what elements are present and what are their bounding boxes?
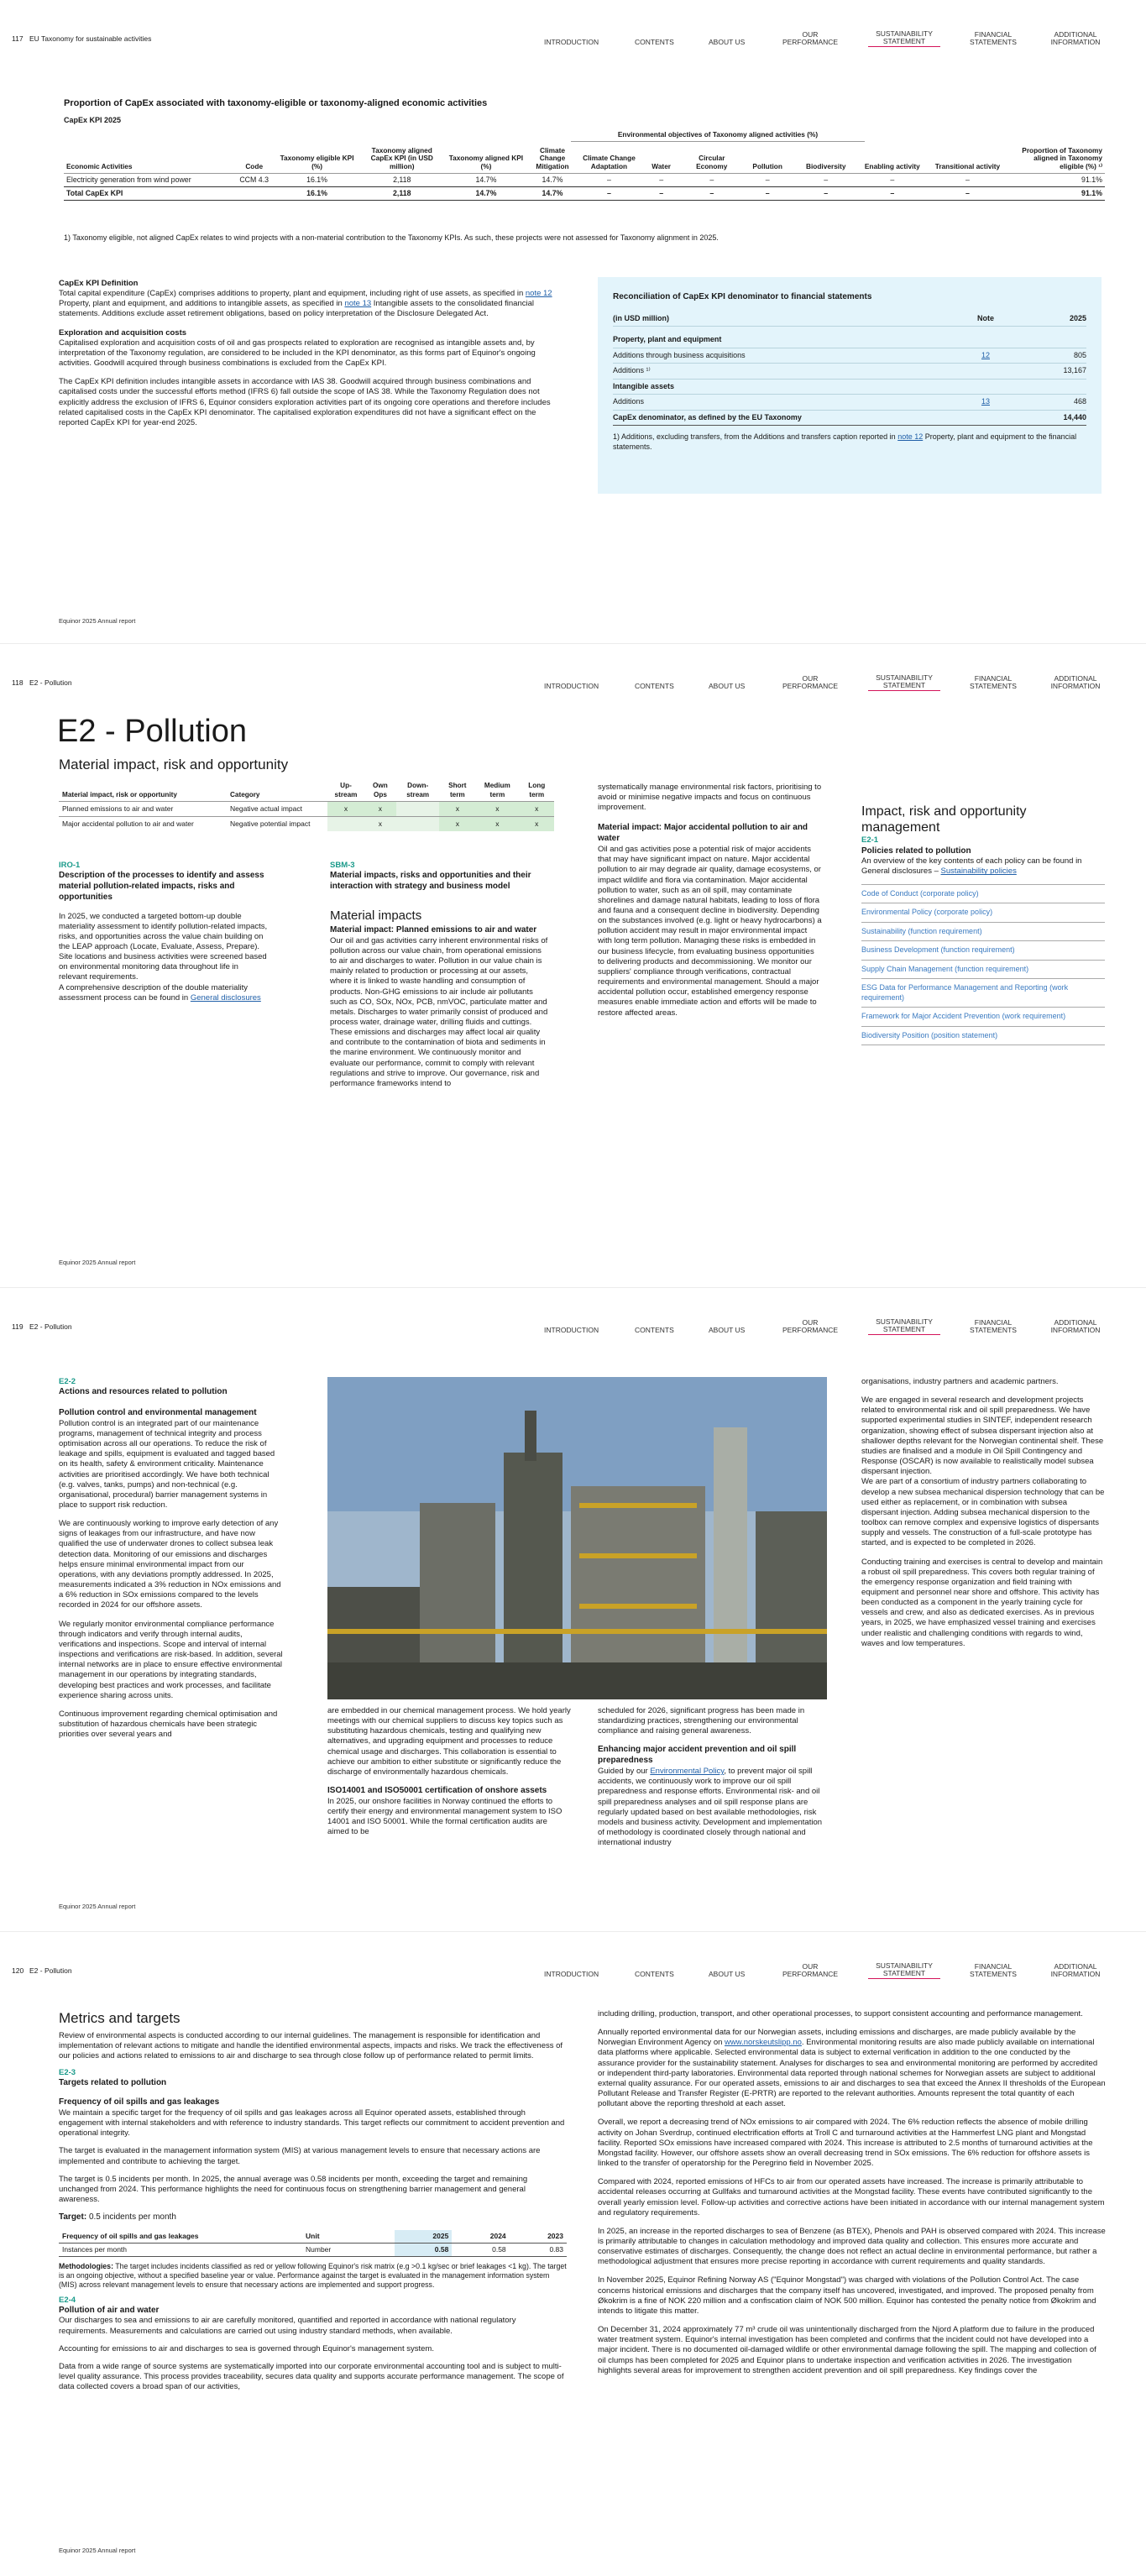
nav-sustainability-statement[interactable]: SUSTAINABILITY STATEMENT [868,1312,940,1335]
definition-title: CapEx KPI Definition [59,279,139,288]
text: 1) Additions, excluding transfers, from the Additions and transfers caption reported in [613,432,898,442]
methodologies-label: Methodologies: [59,2261,113,2270]
text: Accounting for emissions to air and discharges to sea is governed through Equinor's management system. [59,2343,434,2353]
cell: 468 [1019,395,1086,411]
environmental-policy-link[interactable]: Environmental Policy [650,1767,725,1777]
nav-our-performance[interactable]: OUR PERFORMANCE [782,673,839,691]
col-header: Up-stream [334,782,358,798]
text: In November 2025, Equinor Refining Norway AS ("Equinor Mongstad") was charged with violations of the Pollution Control Act. The case concerns historical emissions and discharges that the company itself has uncovered, investigated, and improved. The proposed penalty from Økokrim is a fine of NOK 220 million and a confiscation claim of NOK 500 million. Equinor has contested the penalty notice from Økokrim and intends to litigate this matter. [598,2275,1096,2316]
page-number: 118 [12,678,24,687]
section-title: EU Taxonomy for sustainable activities [29,34,152,43]
col-circular: Circular Economy [696,154,728,170]
impact-1-text: Our oil and gas activities carry inherent environmental risks of pollution across our value chain, from operational emissions to air and discharges to water. Pollution in our value chain is mainly related to production or processing at our assets, where it is linked to waste handling and consumption of products. Non-GHG emissions to air include air pollutants such as CO, SOx, NOx, PCB, nmVOC, particulate matter and metals. Discharges to water primarily consist of produced and process water, drainage water, drilling fluids and cuttings. These emissions and discharges may affect local air quality and contribute to the contamination of biota and sediments in the marine environment. We continuously monitor and evaluate our performance, commit to comply with relevant regulations and strive to improve. Our governance, risk and performance frameworks intend to [330,935,548,1088]
page-number: 120 [12,1966,24,1975]
cell [232,186,276,200]
footer: Equinor 2025 Annual report [59,1903,136,1910]
reconciliation-title: Reconciliation of CapEx KPI denominator to financial statements [613,292,872,301]
cell: 805 [1019,348,1086,364]
col-header: Down-stream [406,782,430,798]
actions-title: Actions and resources related to pollution [59,1387,228,1397]
cell: Additions through business acquisitions [613,348,952,364]
text: Property, plant and equipment, and additions to intangible assets, as specified in [59,299,345,309]
cell: 16.1% [276,173,358,186]
note-12-link[interactable]: note 12 [525,289,552,299]
iro-text: In 2025, we conducted a targeted bottom-up double materiality assessment to identify pollution-related impacts, risks, and opportunities across the value chain building on the LEAP approach (Locate, Evaluate, Assess, Prepare). Site locations and business activities were screened based on environmental monitoring data throughout life in relevant requirements. [59,911,268,982]
tag-e2-2: E2-2 [59,1377,76,1386]
text: Compared with 2024, reported emissions of HFCs to air from our operated assets have increased. The increase is primarily attributable to accidental releases occurring at Gullfaks and turnaround activities at the Mongstad facility. These events have contributed significantly to the overall yearly emission level. Follow-up activities and corrective actions have been initiated in accordance with our internal management system and regulatory requirements. [598,2177,1105,2217]
cell: Planned emissions to air and water [59,802,227,817]
section-title: E2 - Pollution [29,678,72,687]
table-row [59,802,554,817]
nav-sustainability-statement[interactable]: SUSTAINABILITY STATEMENT [868,668,940,691]
cell: Major accidental pollution to air and water [59,816,227,830]
col-header: Medium term [484,782,510,798]
nav-introduction[interactable]: INTRODUCTION [544,1326,599,1335]
accidental-pollution-block [598,783,823,1018]
text: A comprehensive description of the double materiality assessment process can be found in [59,982,248,1003]
col-header: Short term [448,782,467,798]
nav-additional-information[interactable]: ADDITIONAL INFORMATION [1050,1317,1101,1335]
cell: – [928,186,1007,200]
text: We are continuously working to improve early detection of any signs of leakages from our infrastructure, and have now qualified the use of underwater drones to collect subsea leak detection data. Monitoring of our emissions and discharges helps ensure minimal environmental impact from our operations, with any deviations promptly addressed. In 2025, measurements indicated a 3% reduction in NOx emissions and a 6% reduction in SOx emissions compared to the levels recorded in 2024 for our offshore assets. [59,1519,281,1610]
cell: 91.1% [1007,186,1105,200]
nav-additional-information[interactable]: ADDITIONAL INFORMATION [1050,1961,1101,1979]
col-proportion: Proportion of Taxonomy aligned in Taxonomy eligible (%) ¹⁾ [1022,145,1102,170]
cell: x [327,802,364,817]
text: , to prevent major oil spill accidents, we continuously work to improve our oil spill preparedness and response efforts. Environmental risk- and oil spill preparedness analyses and oil spill response plans are regularly updated based on best available methodologies, risk models and business activity. Development and implementation of methodology is coordinated closely through national and international industry [598,1767,823,1848]
text: In 2025, an increase in the reported discharges to sea of Benzene (as BTEX), Phenols and PAH is observed compared with 2024. This increase is primarily attributable to changes in calculation methodology and improved data quality and collection. This ensures more accurate and conservative estimates of discharges. Consequently, the change does not reflect an actual decline in environmental performance, but rather a methodological adjustment that ensures more precise reporting in accordance with current requirements and quality standards. [598,2226,1106,2267]
reconciliation-table [613,312,1086,427]
cell: 0.83 [510,2243,567,2256]
text: including drilling, production, transport, and other operational processes, to support consistent accounting and performance management. [598,2009,1083,2018]
nav-our-performance[interactable]: OUR PERFORMANCE [782,1317,839,1335]
col-eligible-kpi: Taxonomy eligible KPI (%) [280,154,354,170]
text: Total capital expenditure (CapEx) comprises additions to property, plant and equipment, including right of use assets, as specified in [59,289,526,299]
cell: Total CapEx KPI [64,186,232,200]
target-label: Target: [59,2212,87,2223]
cell: – [795,173,857,186]
cell: x [439,802,475,817]
policy-link[interactable]: ESG Data for Performance Management and Reporting (work requirement) [861,978,1105,1007]
text: We regularly monitor environmental compliance performance through indicators and verify through internal audits, verifications and inspections. Scope and interval of internal inspections and verifications are risk-based. In addition, several internal networks are in place to ensure effective environmental management in our operations by integrating standards, developing best practices and work processes, and facilitate experience sharing across units. [59,1619,283,1700]
target-value: 0.5 incidents per month [88,2212,176,2223]
page-number: 119 [12,1322,24,1331]
general-disclosures-link[interactable]: General disclosures [190,992,261,1003]
col-aligned-kpi: Taxonomy aligned KPI (%) [448,154,524,170]
cell: Number [302,2243,395,2256]
cell: Instances per month [59,2243,302,2256]
cell: x [520,816,554,830]
sub-heading: Material impact, risk and opportunity [59,757,289,772]
reconciliation-box [598,277,1102,494]
cell: – [857,173,928,186]
tag-iro-1: IRO-1 [59,861,81,870]
tag-sbm-3: SBM-3 [330,861,355,870]
text: Guided by our [598,1767,651,1777]
year-header: 2025 [1069,313,1086,322]
cell: CapEx denominator, as defined by the EU Taxonomy [613,410,952,426]
text: Continuous improvement regarding chemical optimisation and substitution of hazardous chemicals have been strategic priorities over several years and [59,1709,278,1740]
cell: – [683,173,740,186]
nav-our-performance[interactable]: OUR PERFORMANCE [782,29,839,47]
text: Data from a wide range of source systems are systematically imported into our corporate environmental accounting tool and is subject to multi-level quality assurance. This process provides traceability, secures data quality and supports accurate performance management. The scope of data collected covers a broad span of our activities, [59,2361,564,2392]
cell: x [475,802,519,817]
sbm-3-block [330,861,550,1089]
cell: – [639,173,683,186]
research-block [861,1377,1105,1649]
ppe-label: Property, plant and equipment [613,327,1086,348]
table-row [64,173,1105,186]
col-header: Long term [528,782,546,798]
metrics-right-column [598,2009,1106,2376]
page-118 [0,644,1146,1288]
text: We are engaged in several research and development projects related to environmental risk and oil spill preparedness. We have supported experimental studies in SINTEF, independent research organization, showing effect of subsea dispersant injection also at shallower depths relevant for the Norwegian continental shelf. These studies are finalised and a module in Oil Spill Contingency and Response (OSCAR) is now available to realistically model subsea dispersant injection. [861,1395,1104,1477]
impact-2-text: Oil and gas activities pose a potential risk of major accidents that may have significant impact on nature. Major accidental pollution to air may degrade air quality, damage ecosystems, or impact wildlife and flora via contamination. Major accidental pollution to water, such as an oil spill, may contaminate shorelines and damage natural habitats, leading to loss of flora and fauna and a consequent decline in biodiversity. Depending on the substances involved (e.g. light or heavy hydrocarbons) a pollution accident may result in major environmental impact with long term pollution. Managing these risks is embedded in our business lifecycle, from evaluating business opportunities to delivering products and decommissioning. We monitor our suppliers' compliance through verifications, contractual requirements and environmental management. Should a major accidental pollution occur, established emergency response measures enable immediate action and efforts will be made to restore affected areas. [598,845,822,1018]
nav-introduction[interactable]: INTRODUCTION [544,1970,599,1979]
cell: 0.58 [452,2243,509,2256]
intangible-label: Intangible assets [613,379,1086,395]
section-title: E2 - Pollution [29,1966,72,1975]
page-header [0,668,1146,691]
tag-e2-4: E2-4 [59,2295,76,2305]
nav-sustainability-statement[interactable]: SUSTAINABILITY STATEMENT [868,24,940,47]
cell: Negative potential impact [227,816,327,830]
policy-link[interactable]: Sustainability (function requirement) [861,922,1105,941]
cell: – [639,186,683,200]
materiality-table [59,780,554,831]
nav-contents[interactable]: CONTENTS [635,682,674,691]
col-header: Category [230,790,260,798]
unit-label: (in USD million) [613,313,669,322]
chemicals-block [327,1706,571,1838]
policies-sidebar [861,804,1105,1045]
nav-about-us[interactable]: ABOUT US [709,38,746,47]
cell: Additions [613,395,952,411]
pollution-air-water-title: Pollution of air and water [59,2305,160,2315]
table-footnote: 1) Taxonomy eligible, not aligned CapEx relates to wind projects with a non-material contribution to the Taxonomy KPIs. As such, these projects were not assessed for Taxonomy alignment in 2025. [64,233,719,242]
kpi-table [59,2230,567,2257]
nav-financial-statements[interactable]: FINANCIAL STATEMENTS [970,29,1017,47]
cell: Additions ¹⁾ [613,364,952,380]
text: An overview of the key contents of each policy can be found in General disclosures – [861,856,1082,877]
cell: x [520,802,554,817]
col-adaptation: Climate Change Adaptation [583,154,636,170]
iso-title: ISO14001 and ISO50001 certification of onshore assets [327,1786,547,1796]
capex-table [64,133,1105,201]
cell: Electricity generation from wind power [64,173,232,186]
nav-introduction[interactable]: INTRODUCTION [544,38,599,47]
nav-contents[interactable]: CONTENTS [635,1326,674,1335]
cell: – [928,173,1007,186]
nav-introduction[interactable]: INTRODUCTION [544,682,599,691]
note-header: Note [977,313,994,322]
impact-1-title: Material impact: Planned emissions to air and water [330,924,537,935]
col-code: Code [245,161,264,170]
refinery-illustration [327,1377,827,1699]
continuation-text: systematically manage environmental risk factors, prioritising to avoid or minimise negative impacts and focus on continuous improvement. [598,783,822,813]
frequency-title: Frequency of oil spills and gas leakages [59,2097,220,2107]
pollution-control-title: Pollution control and environmental management [59,1407,257,1417]
text: Review of environmental aspects is conducted according to our internal guidelines. The management is responsible for identification and implementation of relevant actions to mitigate and handle the identified environmental aspects, impacts and risks. We track the effectiveness of our policies and actions related to emissions to air and discharge to sea through close follow up of performance related to permit limits. [59,2030,563,2061]
text: Property, plant and equipment to the financial statements. [613,432,1077,451]
text: We are part of a consortium of industry partners collaborating to develop a new subsea mechanical dispersion technology that can be used either as replacement, or in combination with subsea dispersant injection. Adding subsea mechanical dispersion to the toolbox can remove complex and expensive logistics of dispersants supply and vessels. The construction of a full-scale prototype has started, and is expected to be completed in 2026. [861,1477,1105,1548]
material-impacts-heading: Material impacts [330,908,422,923]
text: The target includes incidents classified as red or yellow following Equinor's risk matrix (e.g >0.1 kg/sec or brief leakages <1 kg). The target is an ongoing objective, without a specified baseline year or value. Performance against the target is evaluated in the management information system (MIS) across relevant management levels to ensure that necessary actions are implemented and support progress. [59,2261,567,2290]
note-link[interactable]: 12 [952,348,1019,364]
cell: x [475,816,519,830]
exploration-text: Capitalised exploration and acquisition costs of oil and gas prospects related to exploration are recognised as intangible assets and, by interpretation of the Taxonomy regulation, are considered to be included in the KPI denominator, as this forms part of Equinor's ongoing activities. Goodwill acquired through business combinations is excluded from the CapEx KPI. [59,338,536,369]
nav-sustainability-statement[interactable]: SUSTAINABILITY STATEMENT [868,1956,940,1979]
cell: – [579,173,640,186]
cell: 0.58 [395,2243,452,2256]
text: On December 31, 2024 approximately 77 m³ crude oil was unintentionally discharged from the Njord A platform due to failure in the produced water treatment system. Equinor's internal investigation has been completed and confirms that the incident could not have developed into a major incident. There is no documented oil-damaged wildlife or other environmental damage following the spill. The mapping and collection of oil clumps has been completed for 2025 and Equinor plans to undertake inspection and verification activities in 2026. The investigation highlights several areas for improvement to strengthen accident prevention and oil spill preparedness. Key findings cover the [598,2325,1096,2375]
table-subtitle: CapEx KPI 2025 [64,116,122,124]
policy-link[interactable]: Code of Conduct (corporate policy) [861,884,1105,903]
col-economic-activities: Economic Activities [66,161,133,170]
text: Conducting training and exercises is central to develop and maintain a robust oil spill preparedness. This covers both regular training of the emergency response organization and field training with equipment and personnel near shore and offshore. This activity has been conducted as a component in the yearly training cycle for vessels and crew, and also as dedicated exercises. As in previous years, in 2025, we have emphasized vessel training and exercises under realistic and challenging conditions with regards to wind, waves and low temperatures. [861,1557,1103,1648]
table-row [59,816,554,830]
col-biodiversity: Biodiversity [806,161,846,170]
cell: – [579,186,640,200]
nav-contents[interactable]: CONTENTS [635,38,674,47]
col-header: Own Ops [373,782,388,798]
note-link[interactable]: 13 [952,395,1019,411]
cell: 14,440 [1019,410,1086,426]
nav-about-us[interactable]: ABOUT US [709,682,746,691]
nav-financial-statements[interactable]: FINANCIAL STATEMENTS [970,1317,1017,1335]
page-heading: E2 - Pollution [57,714,248,749]
cell: 2,118 [358,173,446,186]
tag-e2-3: E2-3 [59,2068,76,2078]
metrics-heading: Metrics and targets [59,2010,181,2026]
policy-link[interactable]: Biodiversity Position (position statement) [861,1026,1105,1046]
cell: – [795,186,857,200]
oil-spill-block [598,1706,827,1848]
sidebar-heading: Impact, risk and opportunity management [861,804,1027,835]
page-number: 117 [12,34,24,43]
col-transitional: Transitional activity [934,161,1001,170]
col-enabling: Enabling activity [864,161,920,170]
norskeutslipp-link[interactable]: www.norskeutslipp.no [725,2038,802,2048]
table-row [59,2243,567,2256]
cell: – [683,186,740,200]
nav-financial-statements[interactable]: FINANCIAL STATEMENTS [970,673,1017,691]
text: Annually reported environmental data for our Norwegian assets, including emissions and discharges, are made publicly available by the Norwegian Environment Agency on [598,2028,1076,2048]
impact-2-title: Material impact: Major accidental pollution to air and water [598,823,808,844]
footer: Equinor 2025 Annual report [59,1259,136,1266]
text: organisations, industry partners and academic partners. [861,1377,1059,1386]
text: The target is evaluated in the management information system (MIS) at various management levels to ensure that necessary actions are implemented and contribute to achieving the target. [59,2146,541,2166]
sustainability-policies-link[interactable]: Sustainability policies [940,867,1017,877]
footer: Equinor 2025 Annual report [59,2547,136,2554]
col-header: 2023 [510,2230,567,2243]
cell: 14.7% [526,173,578,186]
capex-definition [59,279,567,428]
col-header: 2025 [395,2230,452,2243]
cell: x [364,816,396,830]
col-pollution: Pollution [752,161,782,170]
cell [327,816,364,830]
cell: 13,167 [1019,364,1086,380]
tag-e2-1: E2-1 [861,835,879,846]
cell: CCM 4.3 [232,173,276,186]
col-mitigation: Climate Change Mitigation [536,145,569,170]
col-water: Water [651,161,672,170]
text: In 2025, our onshore facilities in Norway continued the efforts to certify their energy and environmental management system to ISO 14001 and ISO 50001. While the formal certification audits are aimed to be [327,1796,563,1837]
cell: 91.1% [1007,173,1105,186]
cell: – [740,173,795,186]
note-12-link[interactable]: note 12 [897,432,924,442]
section-title: E2 - Pollution [29,1322,72,1331]
cell: 16.1% [276,186,358,200]
footer: Equinor 2025 Annual report [59,617,136,625]
text: Our discharges to sea and emissions to air are carefully monitored, quantified and reported in accordance with national regulatory requirements. Measurements and calculations are carried out using industry standard methods, when available. [59,2316,516,2336]
text: are embedded in our chemical management process. We hold yearly meetings with our chemical suppliers to discuss key topics such as substituting hazardous chemicals, testing and qualifying new alternatives, and upgrading equipment and processes to reduce chemical usage and discharges. This collaboration is essential to achieve our ambition to either substitute or significantly reduce the discharge of environmentally hazardous chemicals. [327,1706,571,1777]
env-objectives-header: Environmental objectives of Taxonomy aligned activities (%) [571,130,865,142]
page-119 [0,1288,1146,1932]
e2-2-block [59,1377,284,1740]
cell: 14.7% [446,186,526,200]
page-header [0,24,1146,47]
nav-contents[interactable]: CONTENTS [635,1970,674,1979]
page-120 [0,1932,1146,2576]
cell [952,410,1019,426]
cell: Negative actual impact [227,802,327,817]
cell [396,802,440,817]
text: Pollution control is an integrated part of our maintenance programs, management of technical integrity and process optimisation across all our operations. To reduce the risk of leakage and spills, equipment is evaluated and tagged based on its health, safety & environment criticality. Maintenance activities are prioritised accordingly. We have both technical (e.g. valves, tanks, pumps) and non-technical (e.g. organisational, procedural) barrier management systems in place to support risk reduction. [59,1418,275,1510]
iro-title: Description of the processes to identify and assess material pollution-related impacts, risks and opportunities [59,871,264,902]
exploration-text-2: The CapEx KPI definition includes intangible assets in accordance with IAS 38. Goodwill acquired through business combinations and capitalised costs under the successful efforts method (IFRS 6) fall outside the scope of IAS 38. While the Taxonomy Regulation does not explicitly address the exclusion of IFRS 6, Equinor considers exploration activities part of its ongoing core operations and therefore includes related capitalised costs in the CapEx KPI denominator. The capitalised exploration expenditures did not have a significant effect on the reported CapEx KPI for year-end 2025. [59,377,551,427]
text: Intangible assets to the consolidated financial statements. Additions exclude asset retirement obligations, based on policy interpretation of the Disclosure Delegated Act. [59,299,534,319]
col-header: 2024 [452,2230,509,2243]
page-header [0,1956,1146,1979]
policy-link[interactable]: Business Development (function requirement) [861,940,1105,960]
policies-title: Policies related to pollution [861,846,971,856]
text: . Environmental monitoring results are also made publicly available on international data platforms where applicable. Selected environmental data is subject to external verification in addition to the one conducted by the assurance provider for the sustainability statement. Analyses for discharges to sea and environmental monitoring are performed by accredited or independent third-party laboratories. Environmental data reported through national schemes for Norwegian assets are subject to additional external quality assurance. For our operated assets, emissions to air and discharges to sea that exceed the Annex II thresholds of the European Pollutant Release and Transfer Register (E-PRTR) are reported to the relevant authorities. Amounts represent the total quantity of each pollutant above the reporting threshold at each asset. [598,2038,1106,2109]
note-13-link[interactable]: note 13 [344,299,372,309]
nav-financial-statements[interactable]: FINANCIAL STATEMENTS [970,1961,1017,1979]
refinery-photo [327,1377,827,1699]
text: We maintain a specific target for the frequency of oil spills and gas leakages across all Equinor operated assets, established through engagement with internal stakeholders and with reference to industry standards. This target reflects our commitment to accident prevention and operational integrity. [59,2107,565,2139]
cell: – [857,186,928,200]
nav-additional-information[interactable]: ADDITIONAL INFORMATION [1050,673,1101,691]
table-row-total [64,186,1105,200]
nav-additional-information[interactable]: ADDITIONAL INFORMATION [1050,29,1101,47]
enhancing-title: Enhancing major accident prevention and oil spill preparedness [598,1745,797,1766]
cell: x [439,816,475,830]
cell: 14.7% [446,173,526,186]
col-header: Unit [302,2230,395,2243]
table-title: Proportion of CapEx associated with taxonomy-eligible or taxonomy-aligned economic activities [64,98,488,108]
text: Overall, we report a decreasing trend of NOx emissions to air compared with 2024. The 6% reduction reflects the absence of mobile drilling activity on Johan Sverdrup, continued electrification efforts at Troll C and turnaround activities at the Hammerfest LNG plant and Mongstad facility. Reported SOx emissions have increased compared with 2024. This increase is attributed to 2.5 months of turnaround activities at the Mongstad facility. However, our offshore assets show an overall decreasing trend in SOx emissions. The 6% reduction for offshore assets is linked to the transfer of operatorship for the Peregrino field in November 2025. [598,2118,1093,2169]
nav-about-us[interactable]: ABOUT US [709,1970,746,1979]
targets-title: Targets related to pollution [59,2078,167,2088]
metrics-left-column [59,2009,567,2392]
policy-link[interactable]: Supply Chain Management (function requirement) [861,960,1105,979]
iro-1-block [59,861,269,1003]
cell: x [364,802,396,817]
text: scheduled for 2026, significant progress has been made in standardizing practices, strengthening our environmental compliance and raising general awareness. [598,1706,805,1736]
cell: 2,118 [358,186,446,200]
policy-link[interactable]: Environmental Policy (corporate policy) [861,903,1105,922]
nav-our-performance[interactable]: OUR PERFORMANCE [782,1961,839,1979]
cell [396,816,440,830]
page-117 [0,0,1146,644]
page-header [0,1312,1146,1335]
col-header: Frequency of oil spills and gas leakages [59,2230,302,2243]
col-header: Material impact, risk or opportunity [62,790,177,798]
cell: 14.7% [526,186,578,200]
policy-link[interactable]: Framework for Major Accident Prevention (work requirement) [861,1007,1105,1026]
col-aligned-capex: Taxonomy aligned CapEx KPI (in USD million) [370,145,433,170]
nav-about-us[interactable]: ABOUT US [709,1326,746,1335]
exploration-title: Exploration and acquisition costs [59,327,187,338]
sbm-title: Material impacts, risks and opportunities and their interaction with strategy and business model [330,871,531,891]
text: The target is 0.5 incidents per month. In 2025, the annual average was 0.58 incidents per month, exceeding the target and remaining unchanged from 2024. This performance highlights the need for continuous focus on strengthening barrier management and general awareness. [59,2174,528,2205]
cell [952,364,1019,380]
cell: – [740,186,795,200]
